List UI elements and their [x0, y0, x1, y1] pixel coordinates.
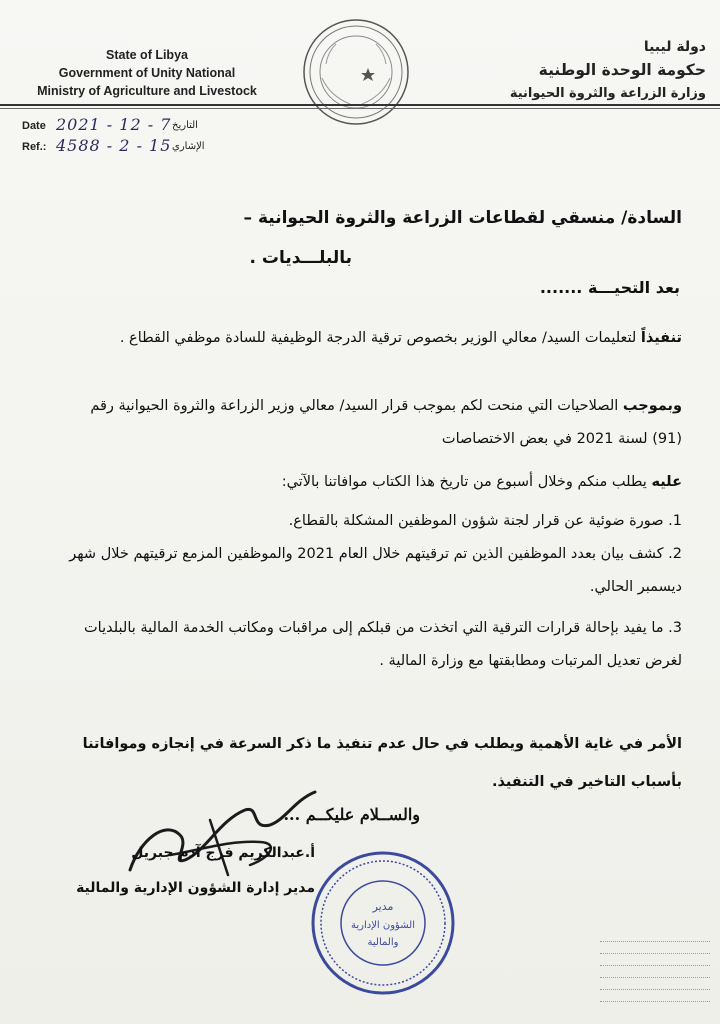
date-label-ar: التاريخ	[172, 120, 198, 131]
header-en-country: State of Libya	[106, 48, 188, 62]
header-en-ministry: Ministry of Agriculture and Livestock	[37, 84, 257, 98]
paragraph-3	[62, 466, 682, 499]
paragraph-2-text: الصلاحيات التي منحت لكم بموجب قرار السيد/ معالي وزير الزراعة والثروة الحيوانية رقم (91) لسنة 2021 في بعض الاختصاصات	[90, 398, 682, 447]
header-ar-country: دولة ليبيا	[643, 39, 706, 55]
copy-distribution-list	[600, 930, 710, 1002]
greeting: بعد التحيـــة .......	[539, 278, 680, 297]
date-value: 2021 - 12 - 7	[56, 115, 172, 134]
stamp-center-line-3: والمالية	[367, 937, 399, 948]
stamp-center-line-1: مدير	[372, 900, 394, 913]
address-line-2: بالبلـــديات .	[249, 248, 352, 268]
header-divider-thin	[0, 108, 720, 109]
official-stamp	[308, 848, 458, 998]
signer-name: أ.عبدالكريم فرج آدم جبريل	[131, 845, 315, 861]
paragraph-1	[62, 322, 682, 355]
header-ar-ministry: وزارة الزراعة والثروة الحيوانية	[509, 86, 706, 101]
date-row	[22, 116, 222, 137]
paragraph-3-text: يطلب منكم وخلال أسبوع من تاريخ هذا الكتاب موافاتنا بالآتي:	[281, 474, 652, 490]
header-english	[12, 46, 282, 100]
ref-label: Ref.:	[22, 141, 47, 153]
request-item-3: 3. ما يفيد بإحالة قرارات الترقية التي اتخذت من قبلكم إلى مراقبات ومكاتب الخدمة المالية بالبلديات لغرض تعديل المرتبات ومطابقتها مع وزارة المالية .	[84, 620, 682, 669]
salutation: والســلام عليكــم ...	[283, 805, 420, 824]
paragraph-2	[62, 390, 682, 456]
signer-title: مدير إدارة الشؤون الإدارية والمالية	[76, 880, 315, 896]
paragraph-1-lead: تنفيذاً	[640, 330, 682, 346]
handwritten-signature	[110, 780, 330, 890]
ref-label-ar: الإشاري	[172, 141, 205, 152]
closing-paragraph: الأمر في غاية الأهمية ويطلب في حال عدم تنفيذ ما ذكر السرعة في إنجازه وموافاتنا بأسباب التاخير في التنفيذ.	[82, 736, 682, 790]
header-arabic	[446, 36, 706, 105]
recipient-address	[62, 198, 682, 278]
stamp-center-line-2: الشؤون الإدارية	[351, 920, 415, 931]
ref-value: 4588 - 2 - 15	[56, 136, 172, 155]
paragraph-1-text: لتعليمات السيد/ معالي الوزير بخصوص ترقية الدرجة الوظيفية للسادة موظفي القطاع .	[119, 330, 641, 346]
date-label: Date	[22, 120, 46, 132]
header-en-government: Government of Unity National	[58, 66, 236, 80]
request-item-2: 2. كشف بيان بعدد الموظفين الذين تم ترقيتهم خلال العام 2021 والموظفين المزمع ترقيتهم خلال شهر ديسمبر الحالي.	[69, 546, 682, 595]
header-divider	[0, 104, 720, 106]
header-ar-government: حكومة الوحدة الوطنية	[538, 61, 706, 79]
paragraph-2-lead: وبموجب	[622, 398, 682, 414]
request-item-1: 1. صورة ضوئية عن قرار لجنة شؤون الموظفين المشكلة بالقطاع.	[288, 513, 682, 529]
libya-emblem-icon	[300, 16, 412, 128]
ref-row	[22, 137, 222, 158]
address-line-1: السادة/ منسقي لقطاعات الزراعة والثروة الحيوانية –	[243, 208, 682, 228]
paragraph-3-lead: عليه	[651, 474, 682, 490]
date-ref-block	[22, 116, 222, 158]
